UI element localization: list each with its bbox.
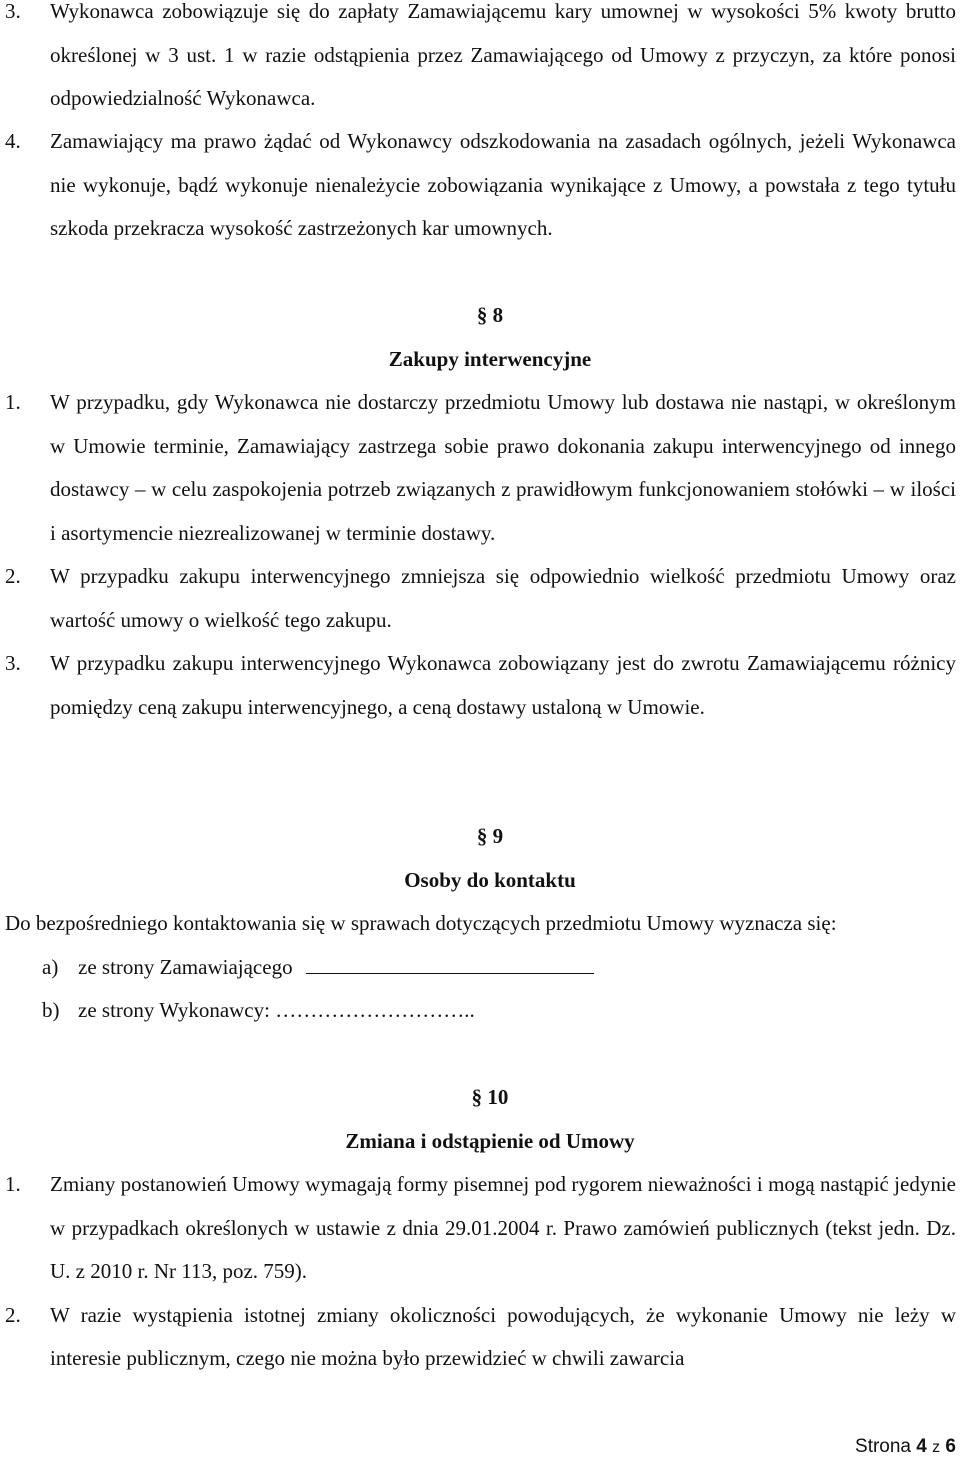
item-text: W przypadku zakupu interwencyjnego zmniejsza się odpowiednio wielkość przedmiotu Umowy oraz wartość umowy o wielkość tego zakupu. bbox=[50, 564, 956, 632]
section-10 bbox=[0, 1076, 960, 1381]
blank-fill-line bbox=[306, 953, 594, 974]
contact-item bbox=[0, 946, 960, 990]
list-item bbox=[0, 0, 960, 121]
footer-total-pages: 6 bbox=[945, 1436, 956, 1457]
list-item bbox=[0, 1163, 960, 1294]
item-text: W przypadku zakupu interwencyjnego Wykonawca zobowiązany jest do zwrotu Zamawiającemu różnicy pomiędzy ceną zakupu interwencyjnego, a ceną dostawy ustaloną w Umowie. bbox=[50, 651, 956, 719]
item-number: 2. bbox=[5, 564, 21, 588]
item-number: 3. bbox=[5, 651, 21, 675]
section-title: Zakupy interwencyjne bbox=[388, 346, 592, 371]
footer-label: Strona bbox=[855, 1436, 911, 1457]
list-item bbox=[0, 555, 960, 642]
list-item bbox=[0, 120, 960, 251]
item-text: W przypadku, gdy Wykonawca nie dostarczy przedmiotu Umowy lub dostawa nie nastąpi, w określonym w Umowie terminie, Zamawiający zastrzega sobie prawo dokonania zakupu interwencyjnego od innego dostawcy – w celu zaspokojenia potrzeb związanych z prawidłowym funkcjonowaniem stołówki – w ilości i asortymencie niezrealizowanej w terminie dostawy. bbox=[50, 390, 956, 545]
footer-page-number: 4 bbox=[916, 1436, 927, 1457]
item-text: Wykonawca zobowiązuje się do zapłaty Zamawiającemu kary umownej w wysokości 5% kwoty brutto określonej w 3 ust. 1 w razie odstąpienia przez Zamawiającego od Umowy z przyczyn, za które ponosi odpowiedzialność Wykonawca. bbox=[50, 0, 956, 110]
section-number: § 10 bbox=[471, 1085, 509, 1109]
item-number: 3. bbox=[5, 0, 21, 23]
item-text: Zamawiający ma prawo żądać od Wykonawcy odszkodowania na zasadach ogólnych, jeżeli Wykonawca nie wykonuje, bądź wykonuje nienależycie zobowiązania wynikające z Umowy, a powstała z tego tytułu szkoda przekracza wysokość zastrzeżonych kar umownych. bbox=[50, 129, 956, 240]
intro-paragraph: Do bezpośredniego kontaktowania się w sprawach dotyczących przedmiotu Umowy wyznacza się: bbox=[5, 911, 837, 935]
section-number-text: 10 bbox=[482, 1085, 509, 1109]
item-letter: b) bbox=[42, 998, 60, 1022]
item-letter: a) bbox=[42, 954, 59, 979]
item-text: Zmiany postanowień Umowy wymagają formy pisemnej pod rygorem nieważności i mogą nastąpić jedynie w przypadkach określonych w ustawie z dnia 29.01.2004 r. Prawo zamówień publicznych (tekst jedn. Dz. U. z 2010 r. Nr 113, poz. 759). bbox=[50, 1172, 956, 1283]
section-number: § 8 bbox=[476, 303, 504, 327]
section-number: § 9 bbox=[476, 824, 504, 848]
list-item bbox=[0, 1294, 960, 1381]
contact-label: ze strony Wykonawcy: ……………………….. bbox=[78, 998, 475, 1022]
list-item bbox=[0, 381, 960, 555]
item-number: 2. bbox=[5, 1302, 21, 1327]
footer-of: z bbox=[932, 1439, 941, 1456]
item-text: W razie wystąpienia istotnej zmiany okoliczności powodujących, że wykonanie Umowy nie leży w interesie publicznym, czego nie można było przewidzieć w chwili zawarcia bbox=[50, 1302, 956, 1370]
section-8 bbox=[0, 294, 960, 729]
section-number-text: 8 bbox=[487, 303, 504, 327]
item-number: 4. bbox=[5, 129, 21, 153]
contact-label: ze strony Zamawiającego bbox=[78, 954, 293, 979]
item-number: 1. bbox=[5, 390, 21, 414]
section-title: Zmiana i odstąpienie od Umowy bbox=[345, 1128, 635, 1153]
section-number-text: 9 bbox=[487, 824, 504, 848]
item-number: 1. bbox=[5, 1172, 21, 1196]
page-footer bbox=[855, 1436, 956, 1458]
section-9 bbox=[0, 815, 960, 1033]
list-item bbox=[0, 642, 960, 729]
section-title: Osoby do kontaktu bbox=[404, 867, 576, 892]
contact-item bbox=[0, 989, 960, 1033]
